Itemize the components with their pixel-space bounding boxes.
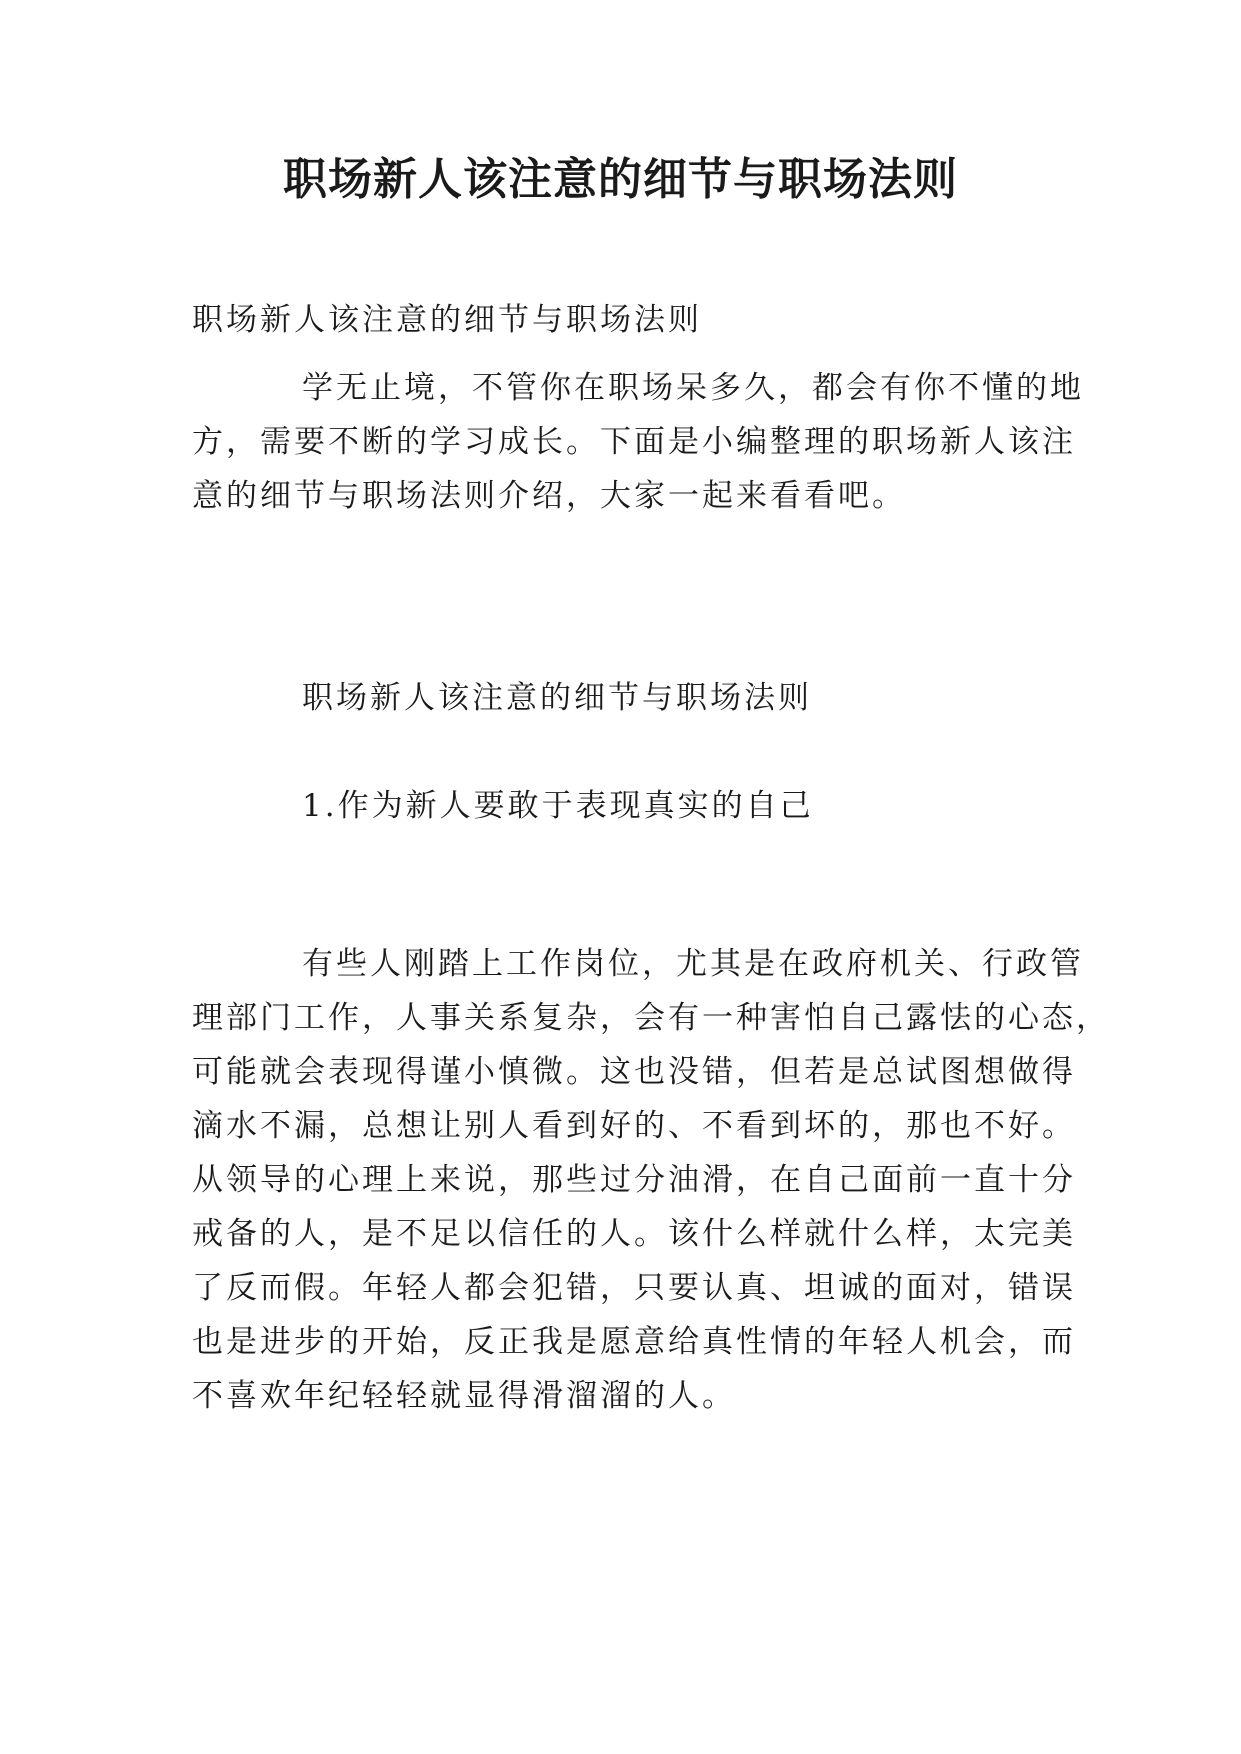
document-title: 职场新人该注意的细节与职场法则 <box>283 154 958 205</box>
point-1-line: 有些人刚踏上工作岗位，尤其是在政府机关、行政管 <box>302 946 1084 982</box>
point-1-line: 也是进步的开始，反正我是愿意给真性情的年轻人机会，而 <box>192 1324 1076 1360</box>
intro-line: 意的细节与职场法则介绍，大家一起来看看吧。 <box>192 478 906 514</box>
intro-line: 方，需要不断的学习成长。下面是小编整理的职场新人该注 <box>192 424 1076 460</box>
section-heading: 职场新人该注意的细节与职场法则 <box>302 680 812 716</box>
point-1-line: 从领导的心理上来说，那些过分油滑，在自己面前一直十分 <box>192 1162 1076 1198</box>
point-1-line: 了反而假。年轻人都会犯错，只要认真、坦诚的面对，错误 <box>192 1270 1076 1306</box>
document-subtitle: 职场新人该注意的细节与职场法则 <box>192 302 702 338</box>
point-1-line: 戒备的人，是不足以信任的人。该什么样就什么样，太完美 <box>192 1216 1076 1252</box>
point-1-line: 滴水不漏，总想让别人看到好的、不看到坏的，那也不好。 <box>192 1108 1076 1144</box>
point-1-line: 不喜欢年纪轻轻就显得滑溜溜的人。 <box>192 1378 736 1414</box>
point-1-heading: 1.作为新人要敢于表现真实的自己 <box>302 788 814 824</box>
point-1-line: 理部门工作，人事关系复杂，会有一种害怕自己露怯的心态， <box>192 1000 1110 1036</box>
intro-line: 学无止境，不管你在职场呆多久，都会有你不懂的地 <box>302 370 1084 406</box>
point-1-line: 可能就会表现得谨小慎微。这也没错，但若是总试图想做得 <box>192 1054 1076 1090</box>
